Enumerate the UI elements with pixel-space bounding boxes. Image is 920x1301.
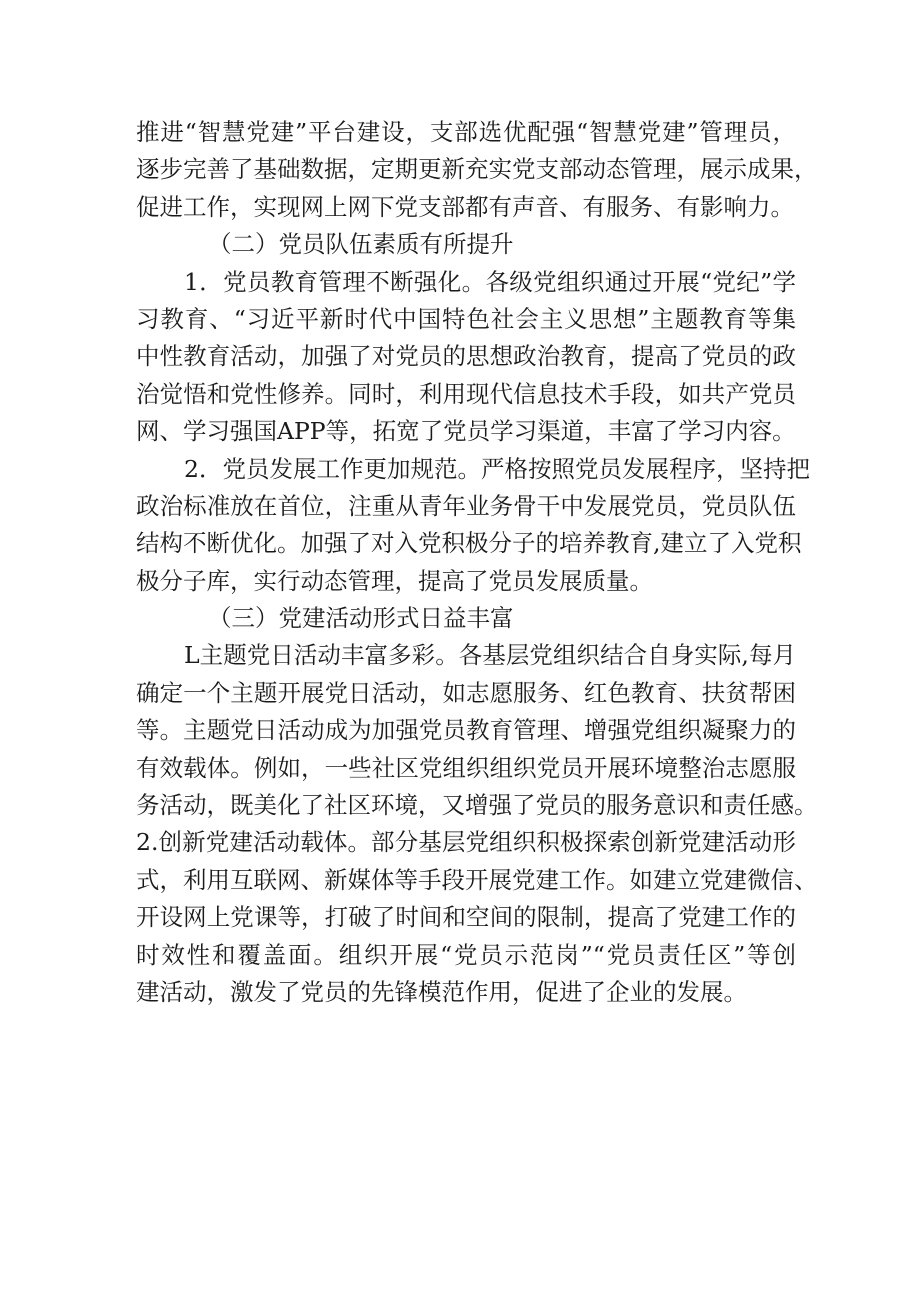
text-line: 确定一个主题开展党日活动，如志愿服务、红色教育、扶贫帮困 [136,678,796,707]
text-line: 有效载体。例如，一些社区党组织组织党员开展环境整治志愿服 [136,753,796,782]
text-line: 务活动，既美化了社区环境，又增强了党员的服务意识和责任感。 [136,791,818,820]
text-line: 治觉悟和党性修养。同时，利用现代信息技术手段，如共产党员 [136,379,796,408]
section-heading: （三）党建活动形式日益丰富 [208,604,514,633]
body-text [136,114,818,1011]
text-line: 网、学习强国APP等，拓宽了党员学习渠道，丰富了学习内容。 [136,417,796,446]
text-line: 2.创新党建活动载体。部分基层党组织积极探索创新党建活动形 [136,828,796,857]
text-line: 1．党员教育管理不断强化。各级党组织通过开展“党纪”学 [184,267,796,296]
text-line: 建活动，激发了党员的先锋模范作用，促进了企业的发展。 [136,977,747,1006]
text-line: 习教育、“习近平新时代中国特色社会主义思想”主题教育等集 [136,304,796,333]
text-line: 结构不断优化。加强了对入党积极分子的培养教育,建立了入党积 [136,529,802,558]
text-line: L主题党日活动丰富多彩。各基层党组织结合自身实际,每月 [184,641,796,670]
section-heading: （二）党员队伍素质有所提升 [208,230,514,259]
text-line: 促进工作，实现网上网下党支部都有声音、有服务、有影响力。 [136,192,794,221]
text-line: 中性教育活动，加强了对党员的思想政治教育，提高了党员的政 [136,342,796,371]
text-line: 推进“智慧党建”平台建设，支部选优配强“智慧党建”管理员， [136,118,796,146]
text-line: 时效性和覆盖面。组织开展“党员示范岗”“党员责任区”等创 [136,940,796,969]
text-line: 式，利用互联网、新媒体等手段开展党建工作。如建立党建微信、 [136,865,818,894]
text-line: 2．党员发展工作更加规范。严格按照党员发展程序，坚持把 [184,454,810,483]
text-line: 开设网上党课等，打破了时间和空间的限制，提高了党建工作的 [136,903,796,932]
text-line: 等。主题党日活动成为加强党员教育管理、增强党组织凝聚力的 [136,716,796,745]
text-line: 政治标准放在首位，注重从青年业务骨干中发展党员，党员队伍 [136,491,796,520]
text-line: 逐步完善了基础数据，定期更新充实党支部动态管理，展示成果， [136,155,818,184]
text-line: 极分子库，实行动态管理，提高了党员发展质量。 [136,566,653,595]
